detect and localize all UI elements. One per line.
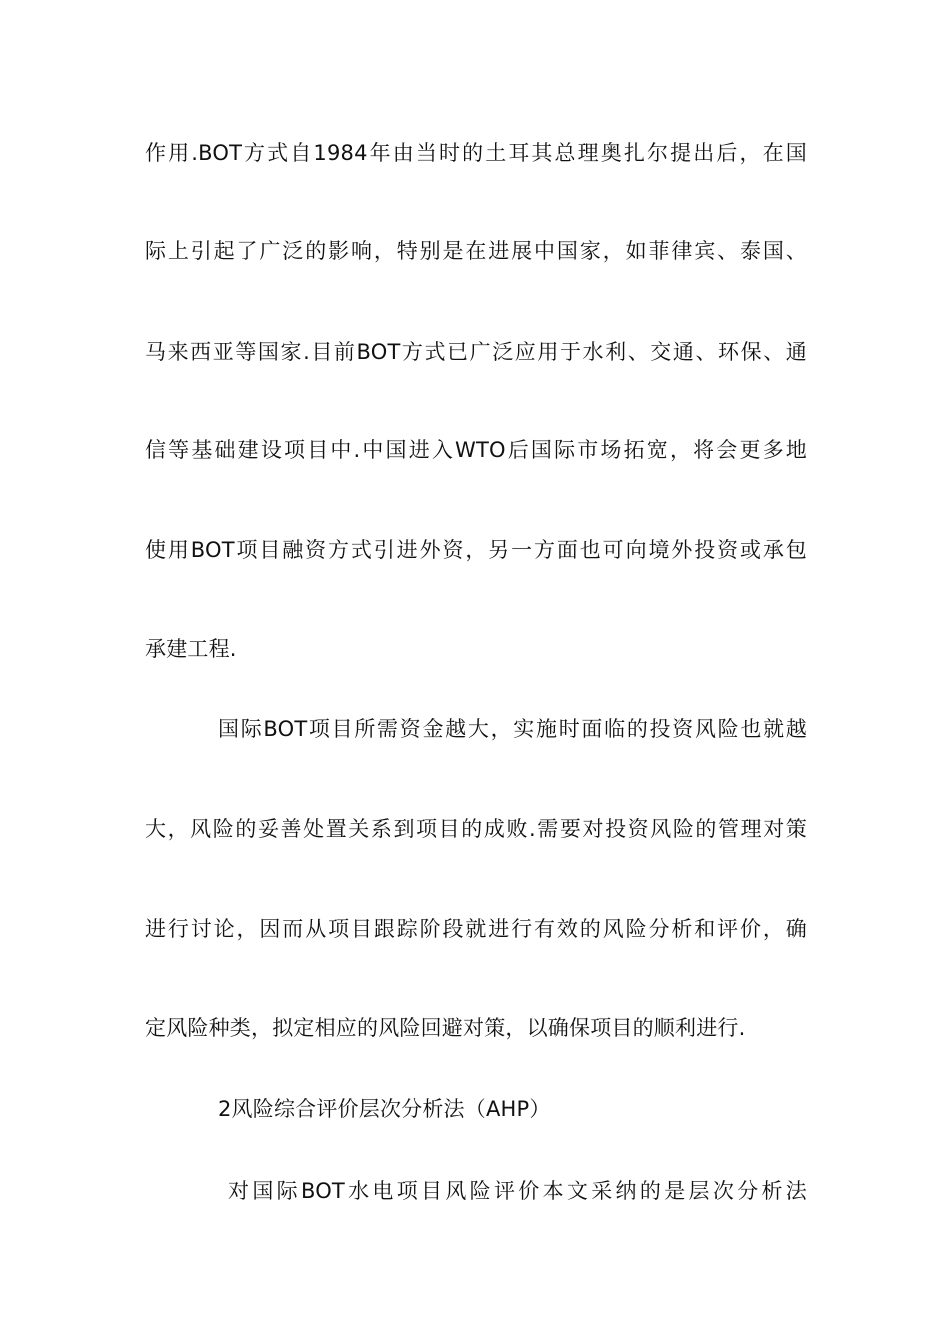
- paragraph-1-line-4: 信等基础建设项目中.中国进入WTO后国际市场拓宽，将会更多地: [145, 438, 807, 462]
- section-heading: 2风险综合评价层次分析法（AHP）: [218, 1097, 551, 1121]
- paragraph-2-line-3: 进行讨论，因而从项目跟踪阶段就进行有效的风险分析和评价，确: [145, 917, 807, 941]
- paragraph-2-line-1: 国际BOT项目所需资金越大，实施时面临的投资风险也就越: [218, 717, 807, 741]
- paragraph-2-line-2: 大，风险的妥善处置关系到项目的成败.需要对投资风险的管理对策: [145, 817, 807, 841]
- paragraph-1-line-1: 作用.BOT方式自1984年由当时的土耳其总理奥扎尔提出后，在国: [145, 141, 807, 165]
- paragraph-1-line-6: 承建工程.: [145, 637, 237, 661]
- paragraph-1-line-3: 马来西亚等国家.目前BOT方式已广泛应用于水利、交通、环保、通: [145, 340, 807, 364]
- paragraph-1-line-2: 际上引起了广泛的影响，特别是在进展中国家，如菲律宾、泰国、: [145, 239, 807, 263]
- paragraph-3-line-1: 对国际BOT水电项目风险评价本文采纳的是层次分析法: [228, 1179, 807, 1203]
- paragraph-1-line-5: 使用BOT项目融资方式引进外资，另一方面也可向境外投资或承包: [145, 538, 807, 562]
- paragraph-2-line-4: 定风险种类，拟定相应的风险回避对策，以确保项目的顺利进行.: [145, 1016, 746, 1040]
